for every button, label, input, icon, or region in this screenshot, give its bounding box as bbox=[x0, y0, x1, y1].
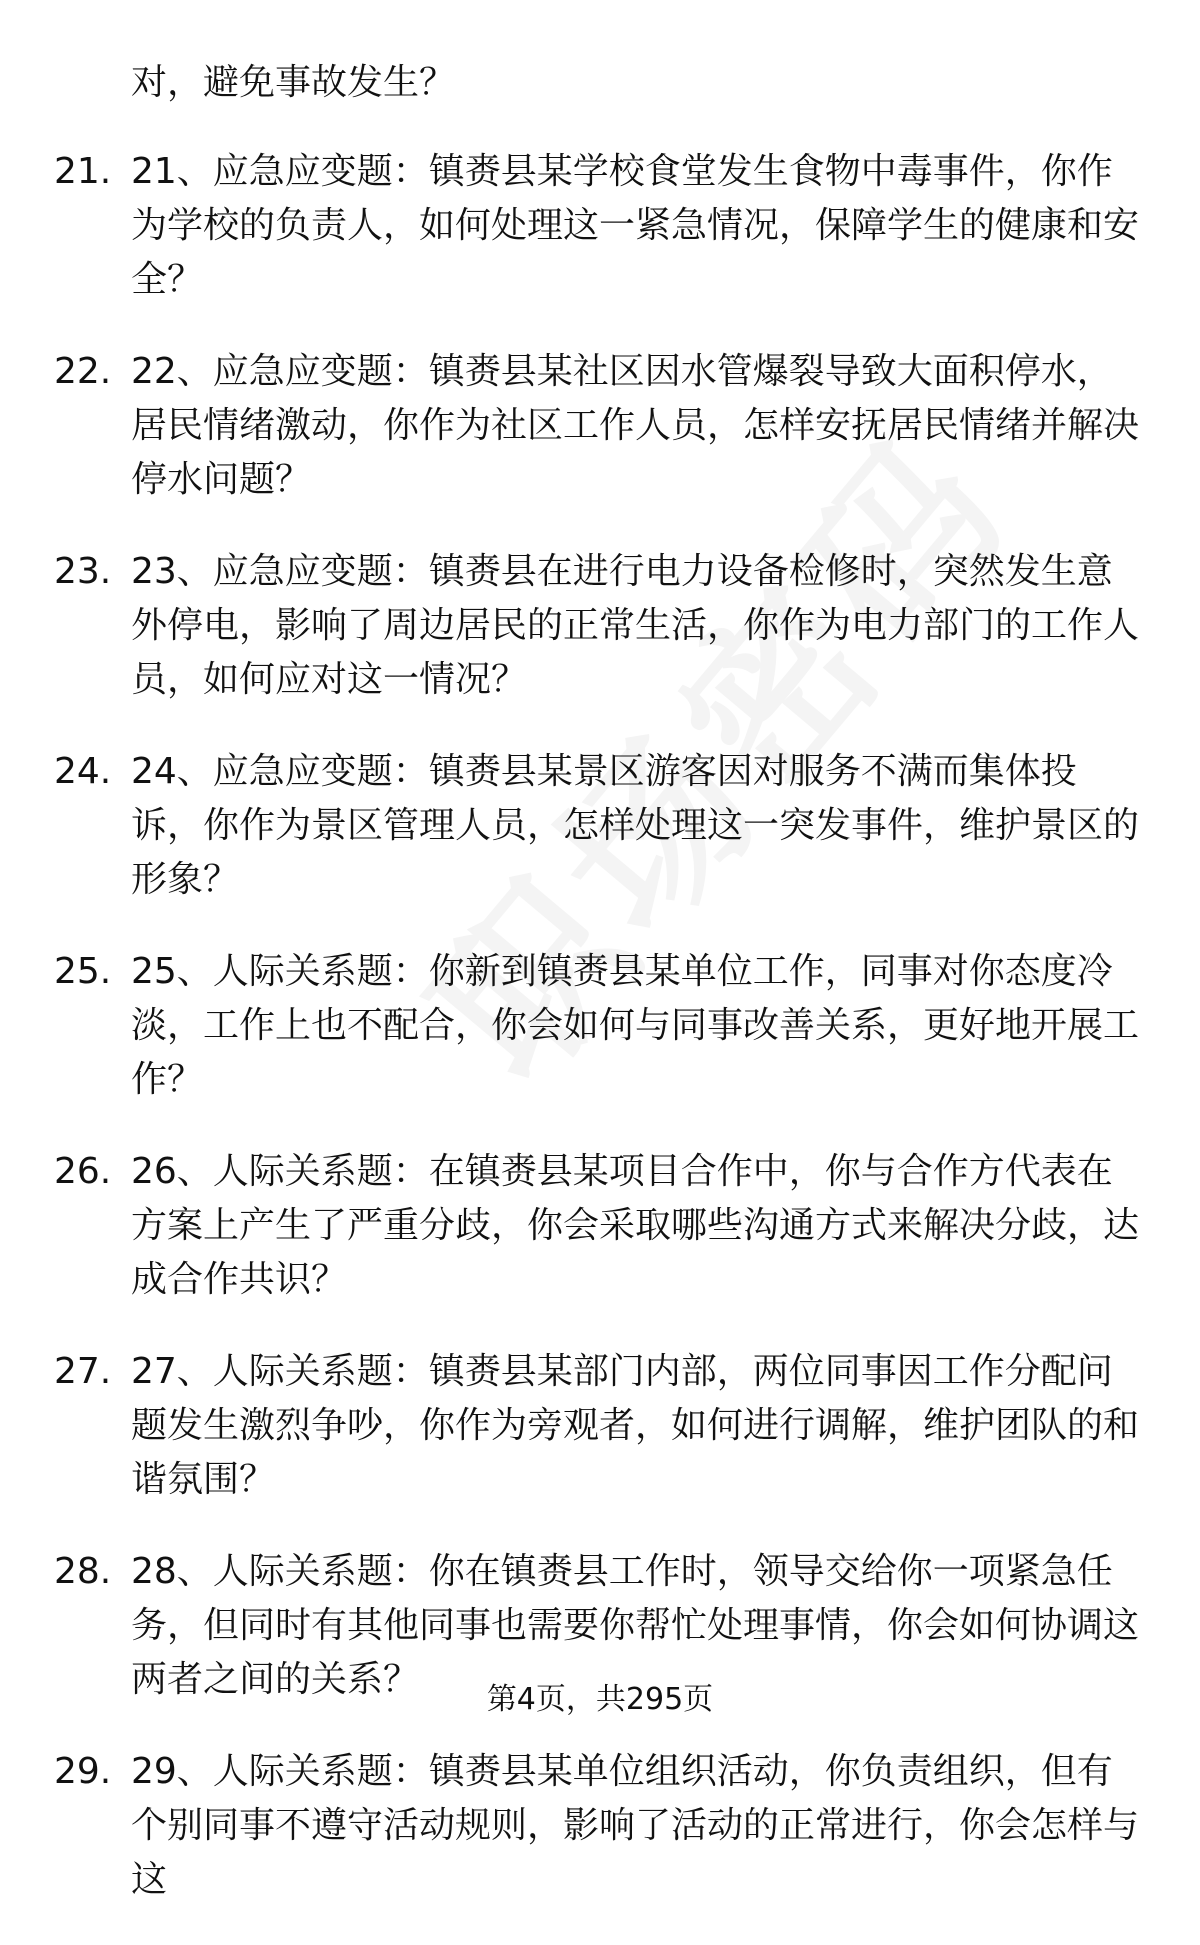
question-text: 27、人际关系题：镇赉县某部门内部，两位同事因工作分配问题发生激烈争吵，你作为旁观者，如何进行调解，维护团队的和谐氛围？ bbox=[131, 1351, 1140, 1500]
question-number: 28. bbox=[54, 1551, 112, 1592]
question-number: 21. bbox=[54, 151, 112, 192]
question-text: 26、人际关系题：在镇赉县某项目合作中，你与合作方代表在方案上产生了严重分歧，你会采取哪些沟通方式来解决分歧，达成合作共识？ bbox=[131, 1151, 1140, 1300]
question-text: 21、应急应变题：镇赉县某学校食堂发生食物中毒事件，你作为学校的负责人，如何处理这一紧急情况，保障学生的健康和安全？ bbox=[131, 151, 1140, 300]
question-number: 27. bbox=[54, 1351, 112, 1392]
list-item bbox=[0, 1145, 1141, 1307]
list-item bbox=[0, 345, 1141, 507]
question-number: 23. bbox=[54, 551, 112, 592]
question-list bbox=[0, 145, 1200, 1945]
list-item bbox=[0, 745, 1141, 907]
question-number: 24. bbox=[54, 751, 112, 792]
list-item bbox=[0, 1745, 1141, 1907]
list-item bbox=[0, 545, 1141, 707]
page-footer: 第4页，共295页 bbox=[486, 1682, 714, 1717]
list-item bbox=[0, 1345, 1141, 1507]
question-text: 25、人际关系题：你新到镇赉县某单位工作，同事对你态度冷淡，工作上也不配合，你会如何与同事改善关系，更好地开展工作？ bbox=[131, 951, 1140, 1100]
continuation-text: 对，避免事故发生？ bbox=[131, 62, 456, 103]
question-text: 28、人际关系题：你在镇赉县工作时，领导交给你一项紧急任务，但同时有其他同事也需要你帮忙处理事情，你会如何协调这两者之间的关系？ bbox=[131, 1551, 1140, 1700]
list-item bbox=[0, 145, 1141, 307]
question-text: 24、应急应变题：镇赉县某景区游客因对服务不满而集体投诉，你作为景区管理人员，怎样处理这一突发事件，维护景区的形象？ bbox=[131, 751, 1140, 900]
question-number: 29. bbox=[54, 1751, 112, 1792]
question-number: 25. bbox=[54, 951, 112, 992]
question-number: 22. bbox=[54, 351, 112, 392]
question-text: 29、人际关系题：镇赉县某单位组织活动，你负责组织，但有个别同事不遵守活动规则，影响了活动的正常进行，你会怎样与这 bbox=[131, 1751, 1140, 1900]
list-item bbox=[0, 945, 1141, 1107]
question-number: 26. bbox=[54, 1151, 112, 1192]
question-text: 22、应急应变题：镇赉县某社区因水管爆裂导致大面积停水，居民情绪激动，你作为社区工作人员，怎样安抚居民情绪并解决停水问题？ bbox=[131, 351, 1140, 500]
question-text: 23、应急应变题：镇赉县在进行电力设备检修时，突然发生意外停电，影响了周边居民的正常生活，你作为电力部门的工作人员，如何应对这一情况？ bbox=[131, 551, 1140, 700]
